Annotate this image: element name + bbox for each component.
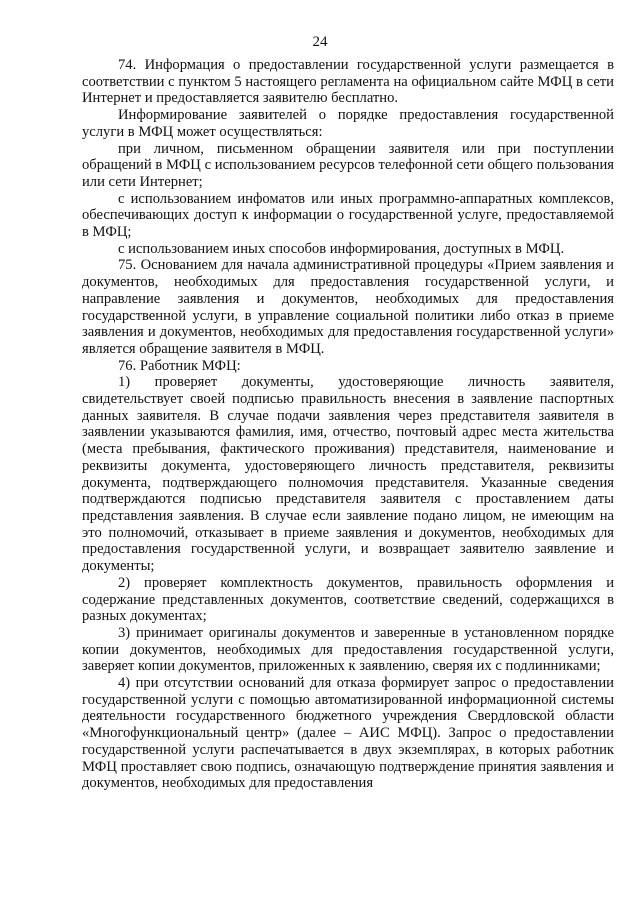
paragraph-74: 74. Информация о предоставлении государственной услуги размещается в соответствии с пунктом 5 настоящего регламента на официальном сайте МФЦ в сети Интернет и предоставляется заявителю бесплатно. <box>82 57 614 107</box>
paragraph-76-item-3: 3) принимает оригиналы документов и заверенные в установленном порядке копии документов, необходимых для предоставления государственной услуги, заверяет копии документов, приложенных к заявлению, сверяя их с подлинниками; <box>82 624 614 675</box>
paragraph-other-methods: с использованием иных способов информирования, доступных в МФЦ. <box>118 240 565 257</box>
paragraph-infomats: с использованием инфоматов или иных программно-аппаратных комплексов, обеспечивающих доступ к информации о государственной услуге, предоставляемой в МФЦ; <box>82 190 614 241</box>
document-body <box>82 57 614 792</box>
paragraph-75: 75. Основанием для начала административной процедуры «Прием заявления и документов, необходимых для предоставления государственной услуги, и направление заявления и документов, необходимых для предоставления государственной услуги, в управление социальной политики либо отказ в приеме заявления и документов, необходимых для предоставления государственной услуги» является обращение заявителя в МФЦ. <box>82 257 614 357</box>
page-number: 24 <box>312 34 328 50</box>
paragraph-76: 76. Работник МФЦ: <box>118 357 241 374</box>
paragraph-76-item-4: 4) при отсутствии оснований для отказа формирует запрос о предоставлении государственной услуги с помощью автоматизированной информационной системы деятельности государственного бюджетного учреждения Свердловской области «Многофункциональный центр» (далее – АИС МФЦ). Запрос о предоставлении государственной услуги распечатывается в двух экземплярах, в которых работник МФЦ проставляет свою подпись, означающую подтверждение принятия заявления и документов, необходимых для предоставления <box>82 675 614 792</box>
paragraph-76-item-2: 2) проверяет комплектность документов, правильность оформления и содержание представленных документов, соответствие сведений, содержащихся в разных документах; <box>82 574 614 625</box>
paragraph-personal-appeal: при личном, письменном обращении заявителя или при поступлении обращений в МФЦ с использованием ресурсов телефонной сети общего пользования или сети Интернет; <box>82 140 614 190</box>
paragraph-informing-intro: Информирование заявителей о порядке предоставления государственной услуги в МФЦ может осуществляться: <box>82 107 614 140</box>
paragraph-76-item-1: 1) проверяет документы, удостоверяющие личность заявителя, свидетельствует своей подписью правильность внесения в заявление паспортных данных заявителя. В случае подачи заявления через представителя заявителя в заявлении указываются фамилия, имя, отчество, почтовый адрес места жительства (места пребывания, фактического проживания) представителя, наименование и реквизиты документа, удостоверяющего личность представителя, реквизиты документа, подтверждающего полномочия представителя. Указанные сведения подтверждаются подписью представителя заявителя с проставлением даты представления заявления. В случае если заявление подано лицом, не имеющим на это полномочий, отказывает в приеме заявления и документов, необходимых для предоставления государственной услуги, и возвращает заявителю заявление и документы; <box>82 374 614 575</box>
